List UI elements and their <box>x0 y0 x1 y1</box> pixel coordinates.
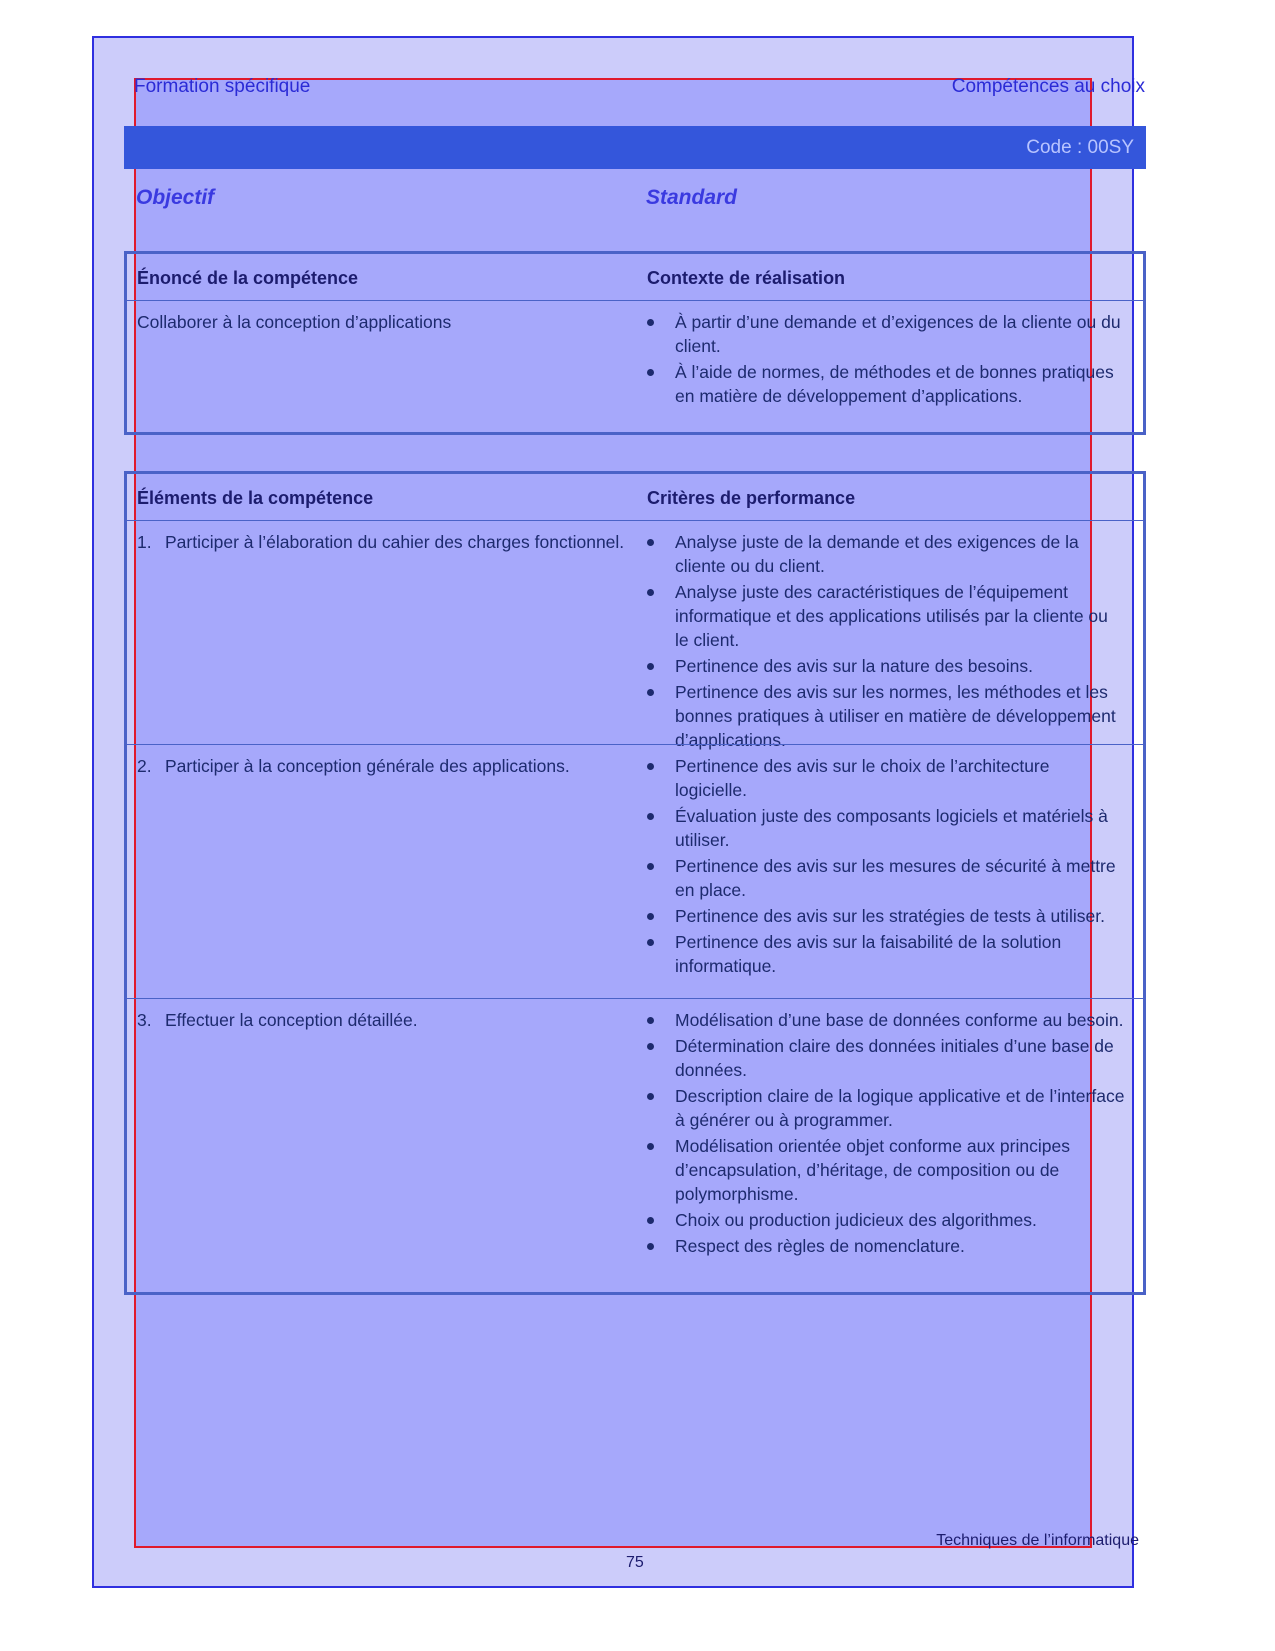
list-item: Pertinence des avis sur les normes, les méthodes et les bonnes pratiques à utiliser en matière de développement d’applications. <box>647 680 1125 752</box>
list-item: Modélisation orientée objet conforme aux principes d’encapsulation, d’héritage, de composition ou de polymorphisme. <box>647 1134 1125 1206</box>
bullet-icon <box>647 369 654 376</box>
page-number: 75 <box>626 1554 644 1571</box>
bullet-icon <box>647 689 654 696</box>
bullet-icon <box>647 589 654 596</box>
bullet-icon <box>647 863 654 870</box>
list-item: Description claire de la logique applicative et de l’interface à générer ou à programmer. <box>647 1084 1125 1132</box>
objective-heading: Objectif <box>136 186 215 209</box>
bullet-icon <box>647 663 654 670</box>
element-item: 2. Participer à la conception générale des applications. <box>137 756 570 776</box>
bullet-icon <box>647 939 654 946</box>
row-divider <box>127 998 1143 999</box>
list-item: Pertinence des avis sur les mesures de sécurité à mettre en place. <box>647 854 1125 902</box>
code-bar <box>124 126 1146 169</box>
row-divider <box>127 744 1143 745</box>
statement-header: Énoncé de la compétence <box>137 268 359 288</box>
list-item: Analyse juste de la demande et des exigences de la cliente ou du client. <box>647 530 1125 578</box>
criteria-header: Critères de performance <box>647 488 856 508</box>
bullet-icon <box>647 1093 654 1100</box>
element-item: 1. Participer à l’élaboration du cahier des charges fonctionnel. <box>137 532 625 552</box>
list-item: Évaluation juste des composants logiciels et matériels à utiliser. <box>647 804 1125 852</box>
bullet-icon <box>647 763 654 770</box>
bullet-icon <box>647 1143 654 1150</box>
bullet-icon <box>647 319 654 326</box>
list-item: À partir d’une demande et d’exigences de la cliente ou du client. <box>647 310 1125 358</box>
element-item: 3. Effectuer la conception détaillée. <box>137 1010 418 1030</box>
program-name: Techniques de l’informatique <box>936 1532 1139 1549</box>
header-divider <box>127 520 1143 521</box>
elements-header: Éléments de la compétence <box>137 488 374 508</box>
bullet-icon <box>647 1217 654 1224</box>
list-item: Modélisation d’une base de données conforme au besoin. <box>647 1008 1125 1032</box>
competency-code: Code : 00SY <box>1026 137 1134 158</box>
header-left: Formation spécifique <box>134 76 311 97</box>
list-item: Choix ou production judicieux des algorithmes. <box>647 1208 1125 1232</box>
bullet-icon <box>647 1017 654 1024</box>
list-item: Pertinence des avis sur la nature des besoins. <box>647 654 1125 678</box>
list-item: Pertinence des avis sur la faisabilité de la solution informatique. <box>647 930 1125 978</box>
header-right: Compétences au choix <box>951 76 1145 97</box>
bullet-icon <box>647 1043 654 1050</box>
list-item: Analyse juste des caractéristiques de l’équipement informatique et des applications utilisés par la cliente ou le client. <box>647 580 1125 652</box>
header-divider <box>127 300 1143 301</box>
standard-heading: Standard <box>646 186 738 209</box>
table-row <box>137 530 627 554</box>
competency-statement: Collaborer à la conception d’applications <box>137 312 452 332</box>
bullet-icon <box>647 1243 654 1250</box>
list-item: Détermination claire des données initiales d’une base de données. <box>647 1034 1125 1082</box>
criteria-list <box>647 1008 1125 1260</box>
table-row <box>137 1008 627 1032</box>
table-row <box>137 754 627 778</box>
elements-table <box>124 471 1146 1295</box>
list-item: Pertinence des avis sur le choix de l’architecture logicielle. <box>647 754 1125 802</box>
list-item: Pertinence des avis sur les stratégies de tests à utiliser. <box>647 904 1125 928</box>
statement-table <box>124 251 1146 435</box>
bullet-icon <box>647 539 654 546</box>
criteria-list <box>647 530 1125 754</box>
criteria-list <box>647 754 1125 980</box>
bullet-icon <box>647 813 654 820</box>
list-item: À l’aide de normes, de méthodes et de bonnes pratiques en matière de développement d’applications. <box>647 360 1125 408</box>
list-item: Respect des règles de nomenclature. <box>647 1234 1125 1258</box>
bullet-icon <box>647 913 654 920</box>
context-list <box>647 310 1125 410</box>
context-header: Contexte de réalisation <box>647 268 846 288</box>
